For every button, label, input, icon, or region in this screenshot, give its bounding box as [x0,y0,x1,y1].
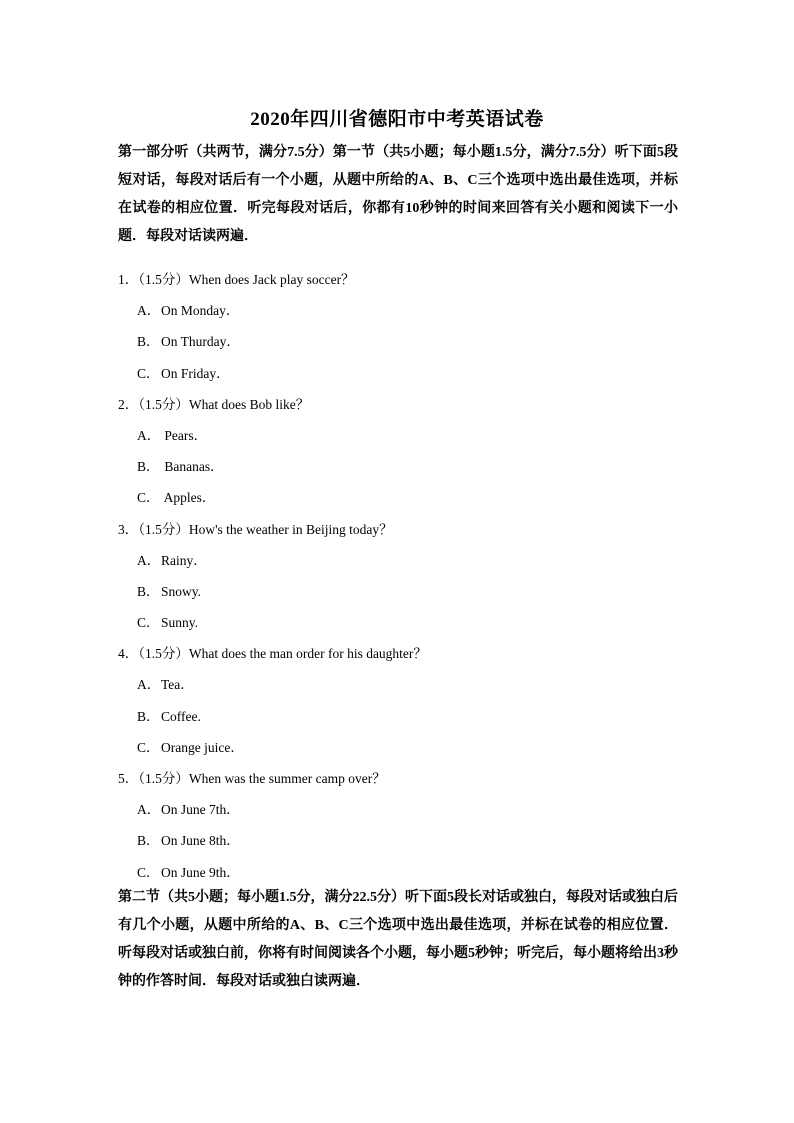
option-letter: A． [137,303,161,319]
question-score: （1.5分） [138,646,189,662]
question-stem [118,763,678,794]
option-b [118,451,678,482]
option-c [118,732,678,763]
option-text: Apples． [161,490,216,506]
page-title: 2020年四川省德阳市中考英语试卷 [250,109,544,130]
option-a [118,545,678,576]
question-text: What does Bob like？ [188,396,310,412]
question-score: （1.5分） [138,396,189,412]
option-text: On June 7th． [161,802,240,818]
option-text: On Friday． [161,365,230,381]
question-1 [118,264,678,389]
option-a [118,794,678,825]
option-c [118,482,678,513]
question-text: When does Jack play soccer？ [188,272,355,287]
option-b [118,825,678,856]
option-letter: C． [137,490,160,506]
question-stem [118,514,678,545]
question-stem [118,264,678,295]
question-number: 3． [118,521,139,537]
question-number: 2． [118,396,139,412]
option-a [118,669,678,700]
question-text: What does the man order for his daughter？ [188,646,427,662]
option-c [118,358,678,389]
question-5 [118,763,678,888]
option-text: On June 9th． [161,864,240,880]
option-text: Sunny. [161,615,199,631]
option-text: Pears． [161,427,208,443]
part1-instructions-text: 第一部分听（共两节，满分7.5分）第一节（共5小题；每小题1.5分，满分7.5分）听下面5段短对话，每段对话后有一个小题，从题中所给的A、B、C三个选项中选出最佳选项，并标在试卷的相应位置．听完每段对话后，你都有10秒钟的时间来回答有关小题和阅读下一小题．每段对话读两遍． [118,145,678,244]
option-text: On Thurday． [161,334,240,350]
option-text: Coffee. [161,708,201,724]
question-2 [118,389,678,514]
question-3 [118,514,678,639]
question-score: （1.5分） [138,771,189,786]
option-text: On June 8th． [161,833,240,849]
option-text: Bananas． [161,459,224,475]
option-letter: B． [137,583,160,599]
option-text: Snowy. [161,583,202,599]
question-stem [118,389,678,420]
question-stem [118,638,678,669]
question-number: 5． [118,771,139,786]
option-a [118,295,678,326]
option-b [118,326,678,357]
option-b [118,701,678,732]
question-list [118,264,678,888]
question-4 [118,638,678,763]
option-letter: B． [137,708,160,724]
question-score: （1.5分） [138,272,189,287]
option-letter: C． [137,864,160,880]
option-b [118,576,678,607]
option-a [118,420,678,451]
question-text: How's the weather in Beijing today？ [188,521,393,537]
option-letter: A． [137,677,161,693]
option-text: On Monday． [161,303,240,319]
question-text: When was the summer camp over？ [188,771,386,786]
part2-instructions [118,884,678,996]
option-letter: C． [137,365,160,381]
option-letter: B． [137,459,160,475]
option-letter: B． [137,334,160,350]
option-text: Tea． [161,677,194,693]
option-c [118,607,678,638]
option-text: Rainy． [161,552,207,568]
part2-instructions-text: 第二节（共5小题；每小题1.5分，满分22.5分）听下面5段长对话或独白，每段对话或独白后有几个小题，从题中所给的A、B、C三个选项中选出最佳选项，并标在试卷的相应位置．听每段对话或独白前，你将有时间阅读各个小题，每小题5秒钟；听完后，每小题将给出3秒钟的作答时间．每段对话或独白读两遍． [118,890,678,989]
option-letter: C． [137,739,160,755]
option-letter: A． [137,427,161,443]
option-letter: B． [137,833,160,849]
part1-instructions [118,139,678,251]
option-letter: C． [137,615,160,631]
question-number: 1． [118,272,139,287]
question-score: （1.5分） [138,521,189,537]
option-letter: A． [137,552,161,568]
option-text: Orange juice． [161,739,244,755]
question-number: 4． [118,646,139,662]
option-letter: A． [137,802,161,818]
